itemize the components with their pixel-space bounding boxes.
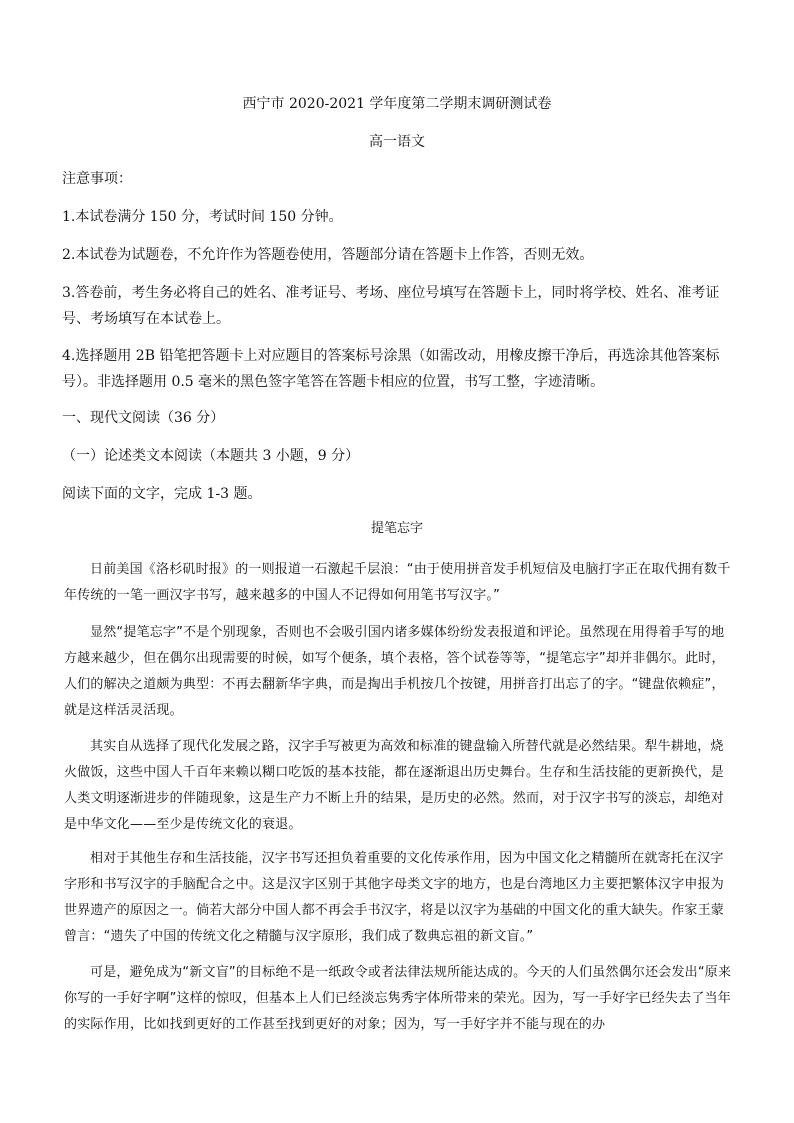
exam-subject: 高一语文	[369, 134, 425, 150]
article-paragraph: 相对于其他生存和生活技能，汉字书写还担负着重要的文化传承作用，因为中国文化之精髓所在就寄托在汉字字形和书写汉字的手脑配合之中。这是汉字区别于其他字母类文字的地方，也是台湾地区力主要把繁体汉字申报为世界遗产的原因之一。倘若大部分中国人都不再会手书汉字，将是以汉字为基础的中国文化的重大缺失。作家王蒙曾言：“遗失了中国的传统文化之精髓与汉字原形，我们成了数典忘祖的新文盲。”	[64, 851, 725, 944]
notice-item-1: 1.本试卷满分 150 分，考试时间 150 分钟。	[62, 209, 343, 225]
exam-title: 西宁市 2020-2021 学年度第二学期末调研测试卷	[242, 96, 552, 112]
notice-item-4: 4.选择题用 2B 铅笔把答题卡上对应题目的答案标号涂黑（如需改动，用橡皮擦干净后，再选涂其他答案标号）。非选择题用 0.5 毫米的黑色签字笔答在答题卡相应的位置，书写工整，字迹清晰。	[62, 348, 720, 390]
section-heading: 一、现代文阅读（36 分）	[62, 410, 225, 426]
article-paragraph: 显然“提笔忘字”不是个别现象，否则也不会吸引国内诸多媒体纷纷发表报道和评论。虽然现在用得着手写的地方越来越少，但在偶尔出现需要的时候，如写个便条，填个表格，答个试卷等等，“提笔忘字”却并非偶尔。此时，人们的解决之道颇为典型：不再去翻新华字典，而是掏出手机按几个按键，用拼音打出忘了的字。“键盘依赖症”，就是这样活灵活现。	[64, 625, 725, 718]
reading-instruction: 阅读下面的文字，完成 1-3 题。	[62, 486, 262, 502]
section-sub-heading: （一）论述类文本阅读（本题共 3 小题，9 分）	[62, 448, 360, 464]
article-paragraph: 可是，避免成为“新文盲”的目标绝不是一纸政令或者法律法规所能达成的。今天的人们虽然偶尔还会发出“原来你写的一手好字啊”这样的惊叹，但基本上人们已经淡忘隽秀字体所带来的荣光。因为，写一手好字已经失去了当年的实际作用，比如找到更好的工作甚至找到更好的对象；因为，写一手好字并不能与现在的办	[64, 965, 732, 1032]
article-paragraph: 日前美国《洛杉矶时报》的一则报道一石激起千层浪：“由于使用拼音发手机短信及电脑打字正在取代拥有数千年传统的一笔一画汉字书写，越来越多的中国人不记得如何用笔书写汉字。”	[64, 562, 731, 603]
article-paragraph: 其实自从选择了现代化发展之路，汉字手写被更为高效和标准的键盘输入所替代就是必然结果。犁牛耕地，烧火做饭，这些中国人千百年来赖以糊口吃饭的基本技能，都在逐渐退出历史舞台。生存和生活技能的更新换代，是人类文明逐渐进步的伴随现象，这是生产力不断上升的结果，是历史的必然。然而，对于汉字书写的淡忘，却绝对是中华文化——至少是传统文化的衰退。	[64, 739, 725, 832]
notice-heading: 注意事项：	[62, 171, 132, 187]
notice-item-3: 3.答卷前，考生务必将自己的姓名、准考证号、考场、座位号填写在答题卡上，同时将学校、姓名、准考证号、考场填写在本试卷上。	[62, 285, 720, 327]
article-title: 提笔忘字	[370, 521, 423, 536]
notice-item-2: 2.本试卷为试题卷，不允许作为答题卷使用，答题部分请在答题卡上作答，否则无效。	[62, 247, 594, 263]
